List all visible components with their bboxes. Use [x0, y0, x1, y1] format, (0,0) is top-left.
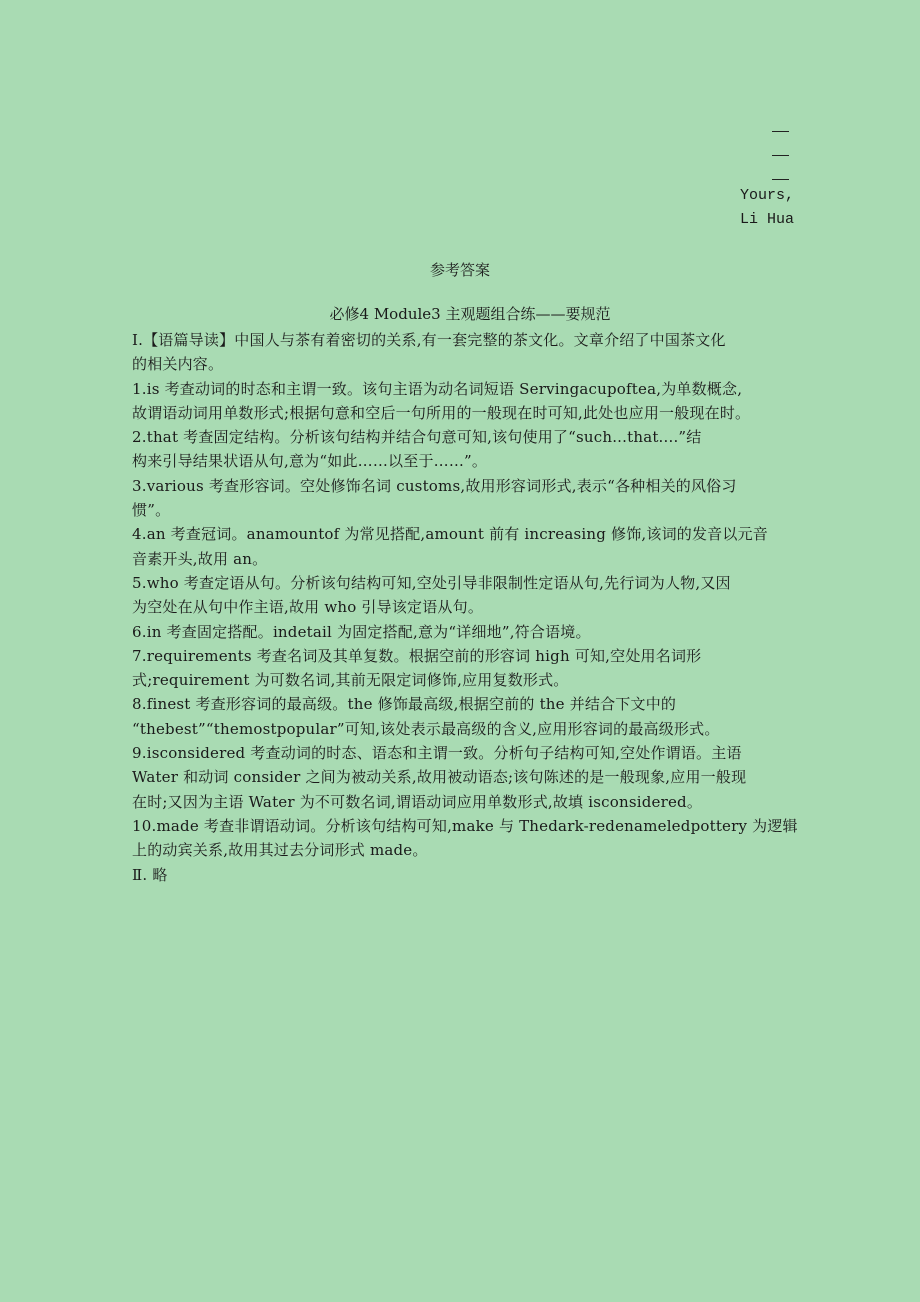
answer-line: 故谓语动词用单数形式;根据句意和空后一句所用的一般现在时可知,此处也应用一般现在时。: [132, 403, 751, 422]
blank-line-3: [772, 179, 789, 180]
answer-line: “thebest”“themostpopular”可知,该处表示最高级的含义,应用形容词的最高级形式。: [132, 719, 720, 738]
letter-signature: Li Hua: [740, 211, 795, 228]
letter-closing: Yours,: [740, 187, 795, 204]
answer-line: 7.requirements 考查名词及其单复数。根据空前的形容词 high 可知,空处用名词形: [132, 646, 702, 665]
answer-line: 为空处在从句中作主语,故用 who 引导该定语从句。: [132, 598, 484, 617]
answer-line: 10.made 考查非谓语动词。分析该句结构可知,make 与 Thedark-redenameledpottery 为逻辑: [132, 816, 798, 835]
answer-heading: 参考答案: [429, 261, 490, 279]
answer-line: Water 和动词 consider 之间为被动关系,故用被动语态;该句陈述的是一般现象,应用一般现: [132, 768, 747, 787]
answer-line: 的相关内容。: [132, 355, 224, 374]
answer-line: 构来引导结果状语从句,意为“如此……以至于……”。: [132, 452, 488, 471]
blank-line-2: [772, 155, 789, 156]
section-title: 必修4 Module3 主观题组合练——要规范: [329, 305, 611, 323]
answer-line: Ⅰ.【语篇导读】中国人与茶有着密切的关系,有一套完整的茶文化。文章介绍了中国茶文化: [132, 331, 726, 349]
answer-body: [132, 328, 812, 887]
answer-line: 8.finest 考查形容词的最高级。the 修饰最高级,根据空前的 the 并结合下文中的: [132, 695, 677, 714]
answer-line: 1.is 考查动词的时态和主谓一致。该句主语为动名词短语 Servingacupoftea,为单数概念,: [132, 379, 743, 398]
answer-line: 惯”。: [132, 501, 171, 520]
answer-line: 上的动宾关系,故用其过去分词形式 made。: [132, 841, 428, 860]
answer-line: 音素开头,故用 an。: [132, 549, 268, 568]
answer-line: 6.in 考查固定搭配。indetail 为固定搭配,意为“详细地”,符合语境。: [132, 622, 591, 641]
answer-line: 9.isconsidered 考查动词的时态、语态和主谓一致。分析句子结构可知,空处作谓语。主语: [132, 744, 742, 763]
answer-line: 4.an 考查冠词。anamountof 为常见搭配,amount 前有 increasing 修饰,该词的发音以元音: [132, 525, 768, 544]
answer-line: 式;requirement 为可数名词,其前无限定词修饰,应用复数形式。: [132, 671, 569, 690]
answer-line: 3.various 考查形容词。空处修饰名词 customs,故用形容词形式,表示“各种相关的风俗习: [132, 476, 737, 495]
answer-line: 2.that 考查固定结构。分析该句结构并结合句意可知,该句使用了“such...that....”结: [132, 428, 702, 447]
answer-line: 5.who 考查定语从句。分析该句结构可知,空处引导非限制性定语从句,先行词为人物,又因: [132, 573, 731, 592]
answer-line: 在时;又因为主语 Water 为不可数名词,谓语动词应用单数形式,故填 isconsidered。: [132, 792, 703, 811]
blank-line-1: [772, 131, 789, 132]
answer-line: Ⅱ. 略: [132, 865, 168, 884]
